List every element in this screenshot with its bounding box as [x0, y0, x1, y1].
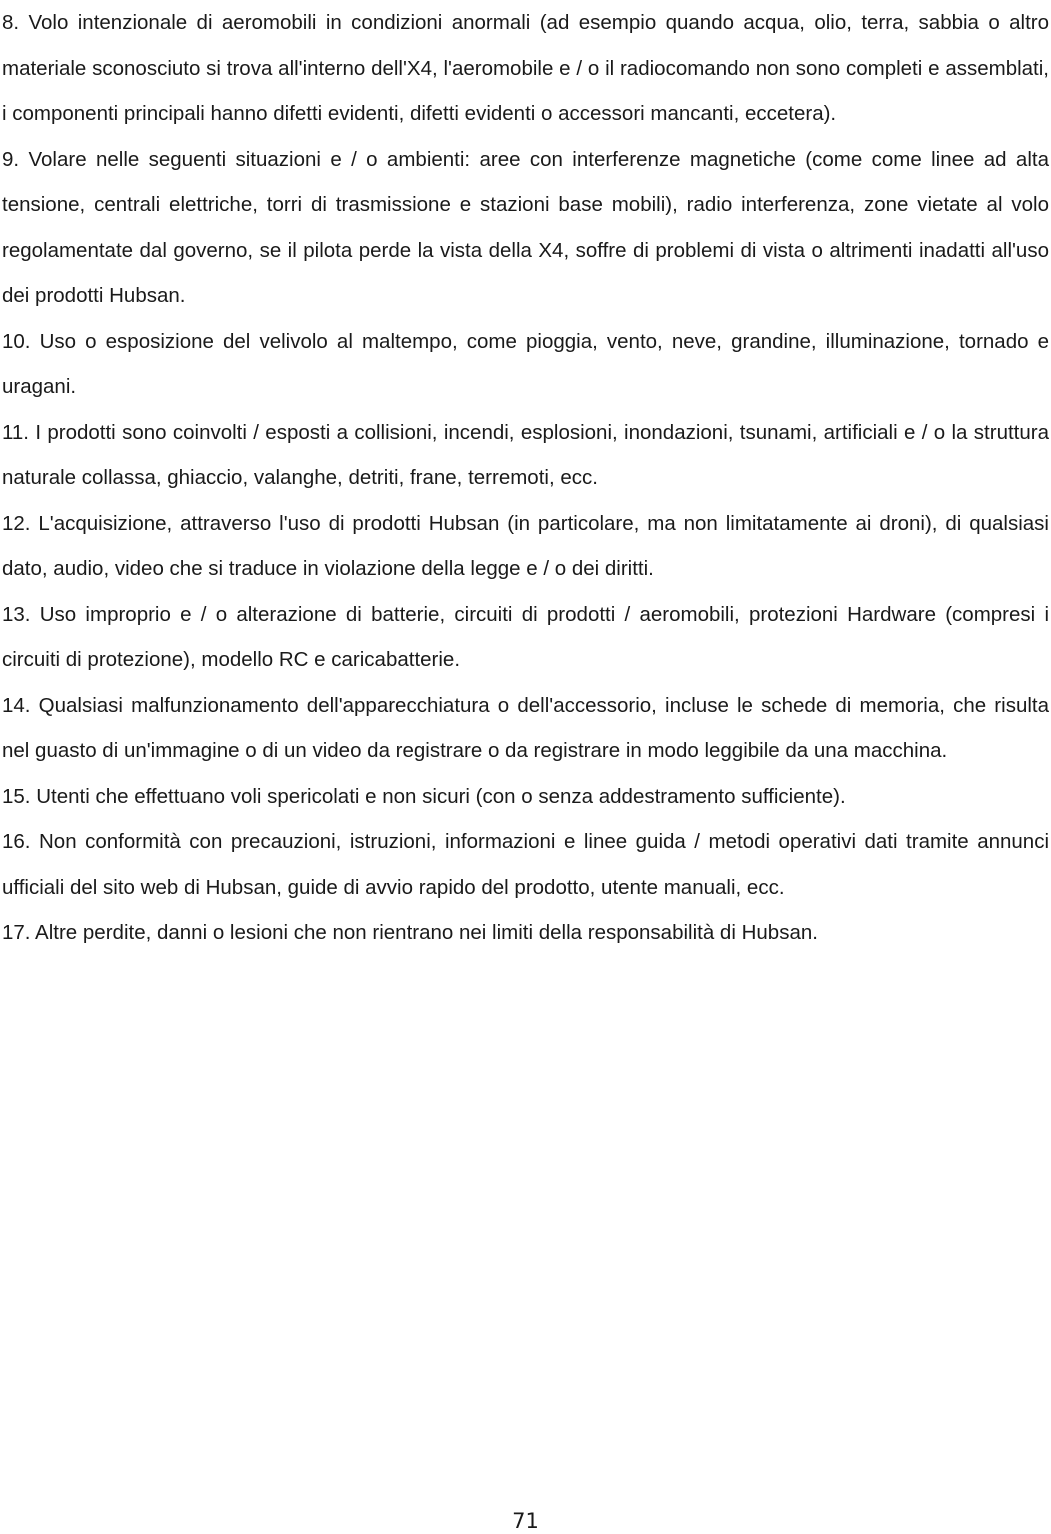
- list-item-10: 10. Uso o esposizione del velivolo al maltempo, come pioggia, vento, neve, grandine, illuminazione, tornado e uragani.: [2, 329, 1049, 398]
- list-item-12: 12. L'acquisizione, attraverso l'uso di prodotti Hubsan (in particolare, ma non limitatamente ai droni), di qualsiasi dato, audio, video che si traduce in violazione della legge e / o dei diritti.: [2, 511, 1049, 580]
- page-number: 71: [512, 1509, 539, 1533]
- list-item-14: 14. Qualsiasi malfunzionamento dell'apparecchiatura o dell'accessorio, incluse le schede di memoria, che risulta nel guasto di un'immagine o di un video da registrare o da registrare in modo leggibile da una macchina.: [2, 693, 1049, 762]
- list-item-8: 8. Volo intenzionale di aeromobili in condizioni anormali (ad esempio quando acqua, olio, terra, sabbia o altro materiale sconosciuto si trova all'interno dell'X4, l'aeromobile e / o il radiocomando non sono completi e assemblati, i componenti principali hanno difetti evidenti, difetti evidenti o accessori mancanti, eccetera).: [2, 11, 1049, 125]
- list-item-13: 13. Uso improprio e / o alterazione di batterie, circuiti di prodotti / aeromobili, protezioni Hardware (compresi i circuiti di protezione), modello RC e caricabatterie.: [2, 602, 1049, 671]
- list-item-15: 15. Utenti che effettuano voli spericolati e non sicuri (con o senza addestramento sufficiente).: [2, 784, 846, 808]
- list-item-16: 16. Non conformità con precauzioni, istruzioni, informazioni e linee guida / metodi operativi dati tramite annunci ufficiali del sito web di Hubsan, guide di avvio rapido del prodotto, utente manuali, ecc.: [2, 830, 1049, 899]
- list-item-17: 17. Altre perdite, danni o lesioni che non rientrano nei limiti della responsabilità di Hubsan.: [2, 921, 818, 944]
- list-item-9: 9. Volare nelle seguenti situazioni e / o ambienti: aree con interferenze magnetiche (come come linee ad alta tensione, centrali elettriche, torri di trasmissione e stazioni base mobili), radio interferenza, zone vietate al volo regolamentate dal governo, se il pilota perde la vista della X4, soffre di problemi di vista o altrimenti inadatti all'uso dei prodotti Hubsan.: [2, 147, 1049, 307]
- document-body: [2, 0, 1049, 956]
- list-item-11: 11. I prodotti sono coinvolti / esposti a collisioni, incendi, esplosioni, inondazioni, tsunami, artificiali e / o la struttura naturale collassa, ghiaccio, valanghe, detriti, frane, terremoti, ecc.: [2, 420, 1049, 489]
